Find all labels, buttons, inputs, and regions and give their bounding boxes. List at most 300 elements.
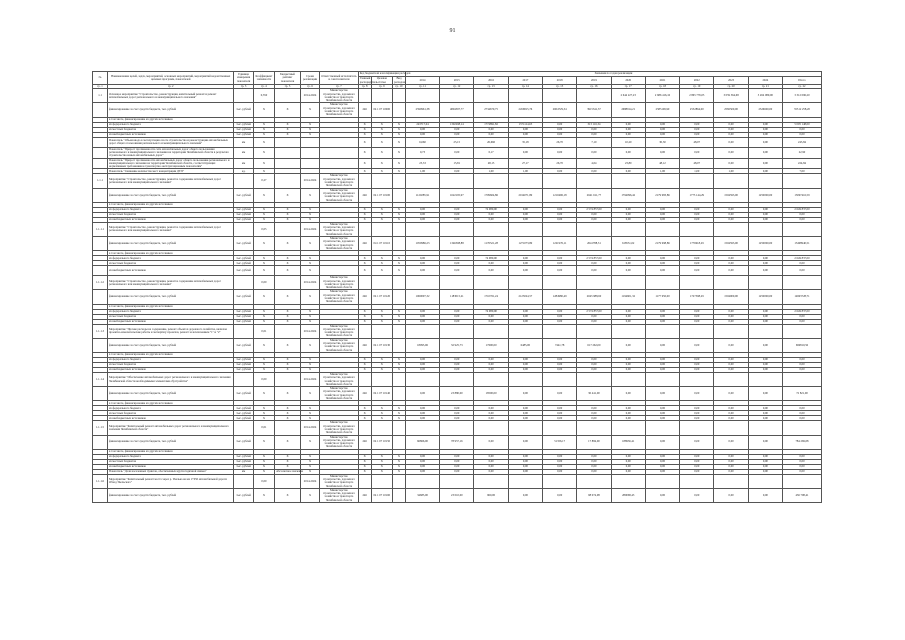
table-cell: X (275, 212, 301, 217)
table-cell: 17 884,00 (577, 435, 611, 449)
header-year-cell: 2023 (714, 77, 748, 85)
table-cell: 3 264 089,00 (748, 89, 782, 103)
table-cell: 2 574 857,00 (577, 309, 611, 314)
table-cell: 30,30 (645, 137, 679, 147)
table-cell (714, 222, 748, 236)
header-year-cell: 2024 (748, 77, 782, 85)
table-cell: 0,00 (611, 469, 645, 474)
table-cell (440, 474, 474, 488)
table-row (93, 174, 822, 188)
table-cell: 0,00 (714, 464, 748, 469)
table-cell: 0,00 (577, 147, 611, 158)
table-cell: 0,00 (714, 212, 748, 217)
table-cell (320, 158, 359, 169)
table-cell: X (358, 454, 371, 459)
row-title-cell: из местных бюджетов (108, 212, 234, 217)
table-cell: 0,00 (748, 416, 782, 421)
table-cell: X (253, 188, 274, 202)
table-cell: 2 649 837,00 (782, 256, 821, 261)
table-cell: 0,00 (714, 406, 748, 411)
table-cell: X (300, 127, 319, 132)
table-cell: 0,00 (714, 469, 748, 474)
table-cell: 0,00 (440, 357, 474, 362)
table-cell: 0,00 (645, 454, 679, 459)
table-cell: 2125024,57 (508, 290, 542, 304)
table-cell: 1504000,00 (714, 290, 748, 304)
table-cell: 0,00 (543, 367, 577, 372)
table-cell: 22,90 (782, 147, 821, 158)
column-number-cell: гр. 20 (714, 85, 748, 89)
table-cell: 0,00 (645, 469, 679, 474)
table-cell: 78 957,16 (440, 435, 474, 449)
table-cell: тыс. рублей (234, 464, 253, 469)
table-cell: 0,00 (645, 256, 679, 261)
table-cell: 2014-2024 (300, 372, 319, 386)
table-cell: тыс. рублей (234, 217, 253, 222)
table-cell: 0,00 (748, 309, 782, 314)
table-cell: 0,00 (253, 474, 274, 488)
table-cell: Министерство строительства, дорожного хозяйства и транспорта Челябинской области (320, 421, 359, 435)
table-cell: 1.1.1.3 (93, 324, 108, 338)
table-cell: 0,00 (405, 261, 439, 266)
table-cell: 0,00 (508, 416, 542, 421)
column-number-cell: гр. 8 (358, 85, 371, 89)
header-cell: № (93, 72, 108, 85)
table-cell: тыс. рублей (234, 207, 253, 212)
row-title-cell: из федерального бюджета (108, 256, 234, 261)
table-cell: 0,00 (714, 416, 748, 421)
row-title-cell: из федерального бюджета (108, 357, 234, 362)
table-cell (300, 158, 319, 169)
table-cell: 0,00 (508, 464, 542, 469)
table-cell: 0,00 (645, 416, 679, 421)
table-cell: 0,00 (645, 464, 679, 469)
column-number-cell: гр. 17 (611, 85, 645, 89)
table-cell: 2014-2024 (300, 89, 319, 103)
table-cell: 0,00 (440, 256, 474, 261)
table-cell: 1776918,29 (680, 237, 714, 251)
row-title-cell: из внебюджетных источников (108, 319, 234, 324)
table-cell: 0,00 (543, 411, 577, 416)
table-cell (358, 89, 371, 103)
header-cell: Наименование целей, задач, мероприятий, основных мероприятий, мероприятий ведомственных целевых программ, показателей (108, 72, 234, 85)
table-row (93, 276, 822, 290)
table-cell: 3 312 096,20 (782, 89, 821, 103)
table-cell: Министерство строительства, дорожного хозяйства и транспорта Челябинской области (320, 89, 359, 103)
table-cell: X (358, 147, 371, 158)
table-cell (474, 372, 508, 386)
table-cell: X (393, 122, 406, 127)
table-cell (508, 89, 542, 103)
table-cell: X (275, 188, 301, 202)
table-cell: X (253, 207, 274, 212)
row-title-cell: в том числе, финансирование из других источников (108, 117, 234, 122)
table-cell: 0,00 (611, 319, 645, 324)
table-cell: 0,00 (714, 338, 748, 352)
table-cell: 0,00 (577, 367, 611, 372)
table-cell: X (300, 362, 319, 367)
table-cell: X (275, 362, 301, 367)
table-cell: X (300, 256, 319, 261)
column-number-cell: гр. 1 (93, 85, 108, 89)
table-cell: 1250000,00 (748, 188, 782, 202)
column-number-cell: гр. 4 (253, 85, 274, 89)
table-cell: 1,00 (645, 169, 679, 174)
table-cell: 0,00 (680, 217, 714, 222)
table-cell (93, 488, 108, 502)
table-cell (748, 222, 782, 236)
table-cell (275, 158, 301, 169)
table-cell: 32 925,73 (440, 338, 474, 352)
table-cell: тыс. рублей (234, 132, 253, 137)
table-cell: X (253, 137, 274, 147)
table-cell: X (393, 127, 406, 132)
table-cell: X (275, 132, 301, 137)
table-cell: 246 (358, 103, 371, 117)
table-cell (358, 474, 371, 488)
table-cell: X (275, 122, 301, 127)
table-cell: 0,00 (543, 357, 577, 362)
row-title-cell: из федерального бюджета (108, 406, 234, 411)
table-cell: 0,00 (577, 132, 611, 137)
row-title-cell: из внебюджетных источников (108, 367, 234, 372)
table-cell: 27,17 (508, 158, 542, 169)
table-cell: 0,00 (611, 464, 645, 469)
table-cell: 0,00 (543, 454, 577, 459)
table-cell: 0,00 (680, 266, 714, 276)
table-cell: тыс. рублей (234, 416, 253, 421)
table-cell (393, 324, 406, 338)
row-title-cell: из местных бюджетов (108, 261, 234, 266)
header-year-cell: 2022 (680, 77, 714, 85)
table-cell: X (358, 169, 371, 174)
table-cell (714, 276, 748, 290)
table-cell: 2688914,21 (611, 103, 645, 117)
table-cell (474, 276, 508, 290)
table-cell: тыс. рублей (234, 103, 253, 117)
table-cell: 48,07 (680, 137, 714, 147)
table-cell: X (393, 207, 406, 212)
table-cell: 0,00 (440, 367, 474, 372)
table-cell: X (371, 319, 392, 324)
table-cell: 246 (358, 188, 371, 202)
table-cell (371, 421, 392, 435)
table-cell: 0,00 (508, 256, 542, 261)
table-cell: X (300, 122, 319, 127)
table-cell: 0,00 (748, 217, 782, 222)
table-cell (93, 338, 108, 352)
table-cell: X (275, 488, 301, 502)
table-cell: X (393, 411, 406, 416)
table-cell (508, 222, 542, 236)
row-title-cell: из внебюджетных источников (108, 266, 234, 276)
row-title-cell: в том числе, финансирование из других источников (108, 352, 234, 357)
table-cell: 0,00 (680, 459, 714, 464)
table-cell: X (300, 411, 319, 416)
table-cell: 0,00 (748, 454, 782, 459)
column-number-cell: гр. 10 (393, 85, 406, 89)
table-cell: X (300, 266, 319, 276)
table-cell: Министерство строительства, дорожного хозяйства и транспорта Челябинской области (320, 290, 359, 304)
table-cell: 2179 983,86 (645, 188, 679, 202)
table-cell: 0,00 (714, 137, 748, 147)
table-cell (680, 222, 714, 236)
table-cell: 2 644 227,23 (611, 89, 645, 103)
table-cell: X (371, 454, 392, 459)
table-cell: X (253, 367, 274, 372)
table-cell (680, 421, 714, 435)
table-cell: X (393, 464, 406, 469)
table-cell: 0,00 (680, 406, 714, 411)
table-cell: X (300, 459, 319, 464)
table-cell: 1794096,42 (611, 188, 645, 202)
table-cell: 0,00 (748, 132, 782, 137)
table-cell: Министерство строительства, дорожного хозяйства и транспорта Челябинской области (320, 474, 359, 488)
table-cell: 0,00 (748, 459, 782, 464)
table-cell (782, 421, 821, 435)
table-cell (275, 421, 301, 435)
table-cell: 0,00 (748, 212, 782, 217)
table-cell: 0,00 (748, 314, 782, 319)
row-title-cell: Показатель "Прирост протяженности автомобильных дорог общего пользования регионального и межмуниципального значения на территории Челябинской области, соответствующих нормативным требованиям к транспортно-эксплуатационным показателям" (108, 158, 234, 169)
table-cell: 0,00 (748, 469, 782, 474)
table-row (93, 372, 822, 386)
table-cell: 26,70 (543, 158, 577, 169)
table-cell: 0,00 (611, 338, 645, 352)
table-row (93, 266, 822, 276)
table-cell: 0,00 (782, 416, 821, 421)
table-cell: 0,00 (543, 256, 577, 261)
table-cell: X (253, 169, 274, 174)
header-cell: Ответственный исполнитель и соисполнители (320, 72, 359, 85)
table-cell: 0,00 (714, 454, 748, 459)
table-cell: 0,00 (474, 406, 508, 411)
table-cell (508, 421, 542, 435)
table-cell: 618551,02 (611, 237, 645, 251)
table-cell: 26,70 (543, 137, 577, 147)
table-cell: 0,00 (508, 411, 542, 416)
table-cell: тыс. рублей (234, 261, 253, 266)
table-cell: 1.1.1.1 (93, 222, 108, 236)
row-title-cell: в том числе, финансирование из других источников (108, 202, 234, 207)
table-cell: 0,00 (680, 454, 714, 459)
table-cell: 0,27 (253, 174, 274, 188)
table-cell: 2599961,38 (405, 103, 439, 117)
table-cell: тыс. рублей (234, 367, 253, 372)
table-cell: 0,00 (680, 147, 714, 158)
table-cell: 2 686 416,16 (645, 89, 679, 103)
table-cell (680, 474, 714, 488)
table-cell: X (358, 357, 371, 362)
column-number-cell: гр. 12 (440, 85, 474, 89)
table-cell: 0,00 (543, 416, 577, 421)
table-cell: 35512 258,20 (782, 103, 821, 117)
table-cell: 2 574 857,00 (577, 207, 611, 212)
table-cell: 0,00 (782, 464, 821, 469)
column-number-cell: гр. 11 (405, 85, 439, 89)
table-cell: X (275, 338, 301, 352)
table-cell: X (371, 256, 392, 261)
table-cell: 0,00 (748, 137, 782, 147)
table-cell: 246 (358, 387, 371, 401)
table-cell: 0,00 (748, 411, 782, 416)
table-cell: 1710761,24 (474, 290, 508, 304)
table-cell: 0,00 (577, 416, 611, 421)
table-cell: X (393, 362, 406, 367)
table-cell: тыс. рублей (234, 362, 253, 367)
table-cell (405, 421, 439, 435)
table-cell: 34685,00 (405, 488, 439, 502)
table-cell (393, 103, 406, 117)
table-cell: 4804597,77 (440, 103, 474, 117)
table-cell: км (234, 469, 253, 474)
table-cell (474, 222, 508, 236)
table-cell: 0,00 (782, 261, 821, 266)
table-cell (543, 474, 577, 488)
table-cell: 04 1 07 10120 (371, 290, 392, 304)
header-year-cell: 2020 (611, 77, 645, 85)
table-cell: X (358, 261, 371, 266)
table-cell: X (300, 319, 319, 324)
table-cell (748, 421, 782, 435)
table-cell: X (300, 469, 319, 474)
table-cell: 0,00 (645, 411, 679, 416)
table-cell: X (300, 367, 319, 372)
table-cell: 7,10 (577, 137, 611, 147)
table-cell: 0,00 (611, 147, 645, 158)
table-cell (393, 435, 406, 449)
table-cell: 0,00 (577, 266, 611, 276)
table-cell: 0,00 (543, 362, 577, 367)
table-cell (358, 421, 371, 435)
table-cell: Министерство строительства, дорожного хозяйства и транспорта Челябинской области (320, 324, 359, 338)
table-cell: тыс. рублей (234, 319, 253, 324)
table-cell (234, 276, 253, 290)
table-cell: 04 1 07 10110 (371, 237, 392, 251)
table-cell (611, 276, 645, 290)
table-cell: 0,00 (405, 266, 439, 276)
table-cell: X (300, 188, 319, 202)
table-cell (275, 222, 301, 236)
table-cell: 0,00 (405, 387, 439, 401)
table-cell: 0,00 (508, 314, 542, 319)
table-row (93, 474, 822, 488)
table-cell (393, 488, 406, 502)
table-cell: 0,00 (714, 217, 748, 222)
table-row (93, 387, 822, 401)
table-cell: 1346508,88 (440, 237, 474, 251)
table-cell: X (393, 319, 406, 324)
table-cell: 0,00 (748, 464, 782, 469)
table-cell (275, 474, 301, 488)
table-cell: 0,00 (543, 469, 577, 474)
table-cell: 10,20 (611, 137, 645, 147)
table-cell: 0,00 (748, 319, 782, 324)
table-cell: 23 010,00 (440, 488, 474, 502)
table-row (93, 324, 822, 338)
table-cell: 0,00 (782, 406, 821, 411)
table-cell: 23,80 (611, 158, 645, 169)
table-cell: тыс. рублей (234, 122, 253, 127)
table-cell: 0,00 (611, 411, 645, 416)
row-title-cell: Показатель "Объем ввода в эксплуатацию после строительства и реконструкции автомобильных дорог общего пользования регионального и межмуниципального значения" (108, 137, 234, 147)
table-cell: 18500,00 (474, 387, 508, 401)
table-cell: 0,00 (645, 132, 679, 137)
table-cell: 0,00 (440, 309, 474, 314)
table-cell: 0,00 (440, 459, 474, 464)
table-cell: 0,00 (611, 256, 645, 261)
table-cell: 0,00 (748, 367, 782, 372)
table-cell: X (393, 147, 406, 158)
table-cell (714, 372, 748, 386)
table-cell: 0,00 (543, 261, 577, 266)
table-cell: 1371124,65 (508, 122, 542, 127)
table-cell: 0,00 (714, 488, 748, 502)
table-cell: 246 (358, 488, 371, 502)
table-cell (393, 290, 406, 304)
row-title-cell: из внебюджетных источников (108, 217, 234, 222)
table-cell (645, 222, 679, 236)
table-cell (440, 324, 474, 338)
table-cell: 0,00 (782, 459, 821, 464)
table-cell: X (358, 309, 371, 314)
table-cell: 2 865 776,05 (680, 89, 714, 103)
table-cell: 0,00 (748, 261, 782, 266)
table-cell: X (253, 469, 274, 474)
column-number-cell: гр. 21 (748, 85, 782, 89)
table-cell: X (371, 122, 392, 127)
table-cell: X (275, 256, 301, 261)
table-cell (405, 89, 439, 103)
table-cell: 0,00 (645, 459, 679, 464)
table-cell: X (253, 459, 274, 464)
table-cell: X (253, 319, 274, 324)
table-cell: 0,00 (543, 266, 577, 276)
table-cell: X (253, 362, 274, 367)
table-row (93, 290, 822, 304)
table-cell (782, 174, 821, 188)
row-title-cell: финансирование за счет средств бюджета, тыс. рублей (108, 290, 234, 304)
table-cell: X (371, 261, 392, 266)
table-cell: 0,00 (508, 309, 542, 314)
row-title-cell: из местных бюджетов (108, 314, 234, 319)
table-cell: 0,00 (645, 127, 679, 132)
table-cell (358, 174, 371, 188)
table-row (93, 188, 822, 202)
table-cell: 1504593,00 (714, 188, 748, 202)
row-title-cell: из федерального бюджета (108, 207, 234, 212)
table-cell: 0,00 (543, 212, 577, 217)
table-cell: 0,00 (680, 207, 714, 212)
table-cell: 7,00 (782, 169, 821, 174)
column-number-cell: гр. 15 (543, 85, 577, 89)
table-cell (371, 89, 392, 103)
table-cell: 0,00 (543, 319, 577, 324)
table-cell: X (371, 314, 392, 319)
table-cell: X (358, 362, 371, 367)
row-title-cell: Мероприятие "Строительство, реконструкция, ремонт и содержание автомобильных дорог регионального или межмуниципального значения" (108, 174, 234, 188)
table-cell: X (371, 169, 392, 174)
header-cell: Коэффициент значимости (253, 72, 274, 85)
table-cell: 0,00 (440, 314, 474, 319)
table-cell: 0,00 (748, 122, 782, 127)
table-cell: 1,00 (508, 169, 542, 174)
table-cell: 0,00 (440, 469, 474, 474)
table-cell: 0,00 (253, 276, 274, 290)
table-cell: 0,00 (611, 169, 645, 174)
table-cell: 1.1.1.2 (93, 276, 108, 290)
table-cell: 0,00 (508, 319, 542, 324)
